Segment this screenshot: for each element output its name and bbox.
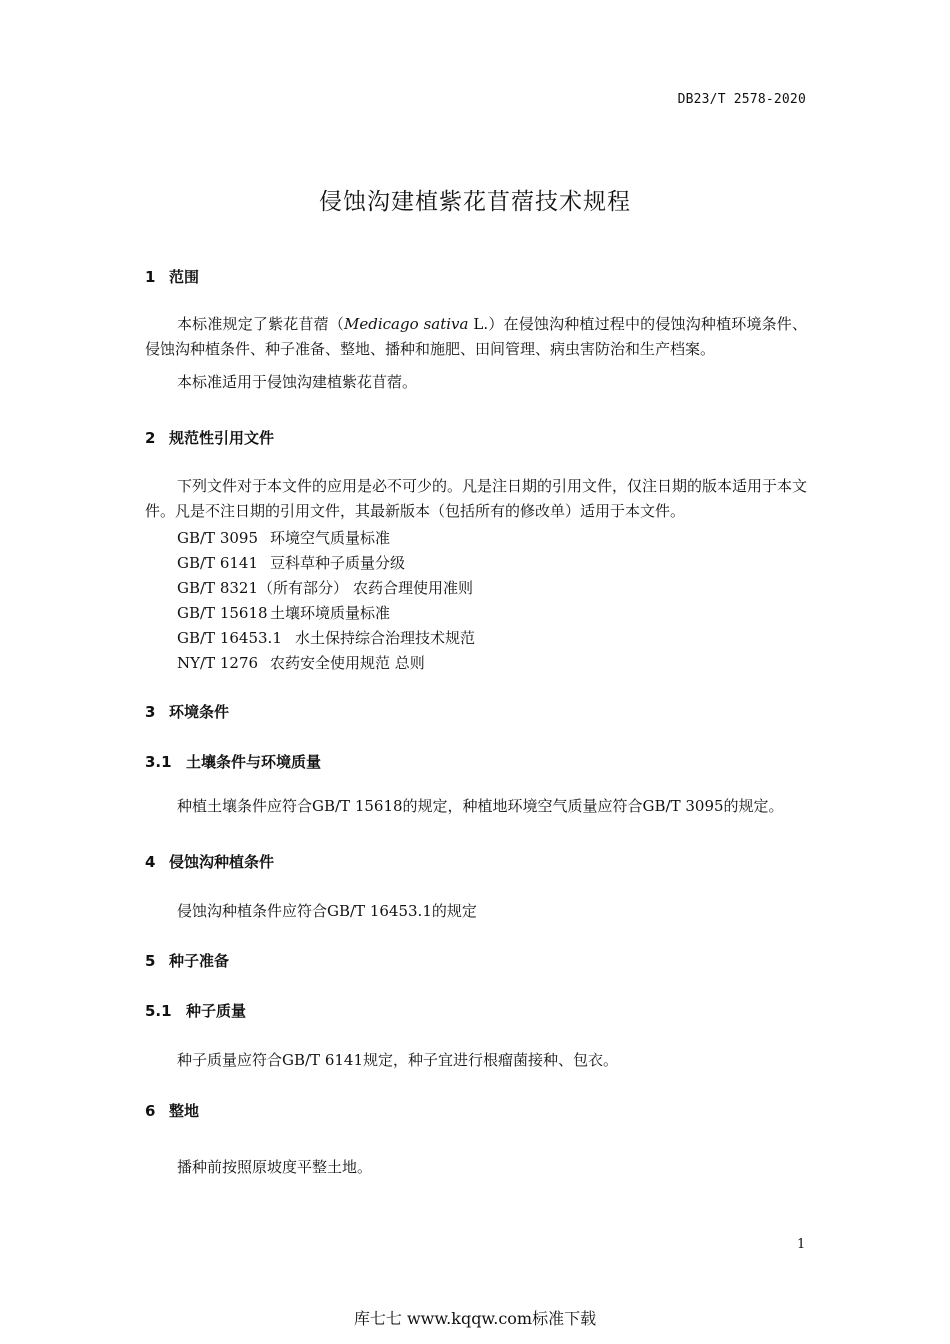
section-number: 1 [145, 268, 156, 286]
section-title: 规范性引用文件 [169, 429, 275, 447]
soil-conditions-text: 种植土壤条件应符合GB/T 15618的规定，种植地环境空气质量应符合GB/T 3095的规定。 [177, 797, 784, 815]
subsection-number: 5.1 [145, 1002, 172, 1020]
reference-code: GB/T 8321（所有部分） [177, 579, 349, 597]
reference-code: GB/T 16453.1 [177, 629, 282, 647]
subsection-title: 土壤条件与环境质量 [186, 753, 322, 771]
reference-item [177, 552, 405, 573]
section-heading-1 [145, 266, 199, 287]
section-number: 2 [145, 429, 156, 447]
section-heading-3 [145, 701, 229, 722]
gully-conditions-text: 侵蚀沟种植条件应符合GB/T 16453.1的规定 [177, 902, 477, 920]
reference-item [177, 527, 390, 548]
section-heading-2 [145, 427, 274, 448]
section-title: 整地 [169, 1102, 200, 1120]
section-number: 6 [145, 1102, 156, 1120]
reference-item [177, 652, 425, 673]
reference-name: 农药合理使用准则 [353, 579, 474, 597]
reference-item [177, 577, 473, 598]
section-title: 范围 [169, 268, 200, 286]
references-intro: 下列文件对于本文件的应用是必不可少的。凡是注日期的引用文件，仅注日期的版本适用于本文件。凡是不注日期的引用文件，其最新版本（包括所有的修改单）适用于本文件。 [145, 477, 808, 520]
land-prep-text: 播种前按照原坡度平整土地。 [177, 1158, 373, 1176]
reference-code: GB/T 6141 [177, 554, 259, 572]
reference-name: 水土保持综合治理技术规范 [295, 629, 476, 647]
subsection-heading-3-1 [145, 751, 321, 772]
section-title: 侵蚀沟种植条件 [169, 853, 275, 871]
standard-code: DB23/T 2578-2020 [677, 92, 806, 107]
seed-quality-text: 种子质量应符合GB/T 6141规定，种子宜进行根瘤菌接种、包衣。 [177, 1051, 619, 1069]
section-number: 4 [145, 853, 156, 871]
section-heading-5 [145, 950, 229, 971]
reference-item [177, 602, 390, 623]
text-run: L.）在侵蚀沟种植过程中的侵蚀沟种植环境条件、侵蚀沟种植条件、种子准备、整地、播种和施肥、田间管理、病虫害防治和生产档案。 [145, 315, 807, 358]
document-title: 侵蚀沟建植紫花苜蓿技术规程 [319, 189, 631, 215]
section-title: 环境条件 [169, 703, 230, 721]
section-heading-4 [145, 851, 274, 872]
latin-name: Medicago sativa [344, 315, 469, 333]
reference-name: 土壤环境质量标准 [270, 604, 391, 622]
reference-code: GB/T 3095 [177, 529, 259, 547]
reference-item [177, 627, 475, 648]
section-heading-6 [145, 1100, 199, 1121]
section-title: 种子准备 [169, 952, 230, 970]
subsection-number: 3.1 [145, 753, 172, 771]
subsection-heading-5-1 [145, 1000, 246, 1021]
page-number: 1 [797, 1237, 806, 1252]
reference-code: GB/T 15618 [177, 604, 268, 622]
text-run: 本标准规定了紫花苜蓿（ [177, 315, 345, 333]
subsection-title: 种子质量 [186, 1002, 247, 1020]
section-number: 3 [145, 703, 156, 721]
footer-watermark: 库七七 www.kqqw.com标准下载 [353, 1309, 597, 1328]
reference-name: 环境空气质量标准 [270, 529, 391, 547]
reference-name: 农药安全使用规范 总则 [270, 654, 425, 672]
scope-paragraph [145, 312, 807, 362]
scope-applicability: 本标准适用于侵蚀沟建植紫花苜蓿。 [177, 373, 418, 391]
reference-name: 豆科草种子质量分级 [270, 554, 406, 572]
reference-code: NY/T 1276 [177, 654, 259, 672]
section-number: 5 [145, 952, 156, 970]
